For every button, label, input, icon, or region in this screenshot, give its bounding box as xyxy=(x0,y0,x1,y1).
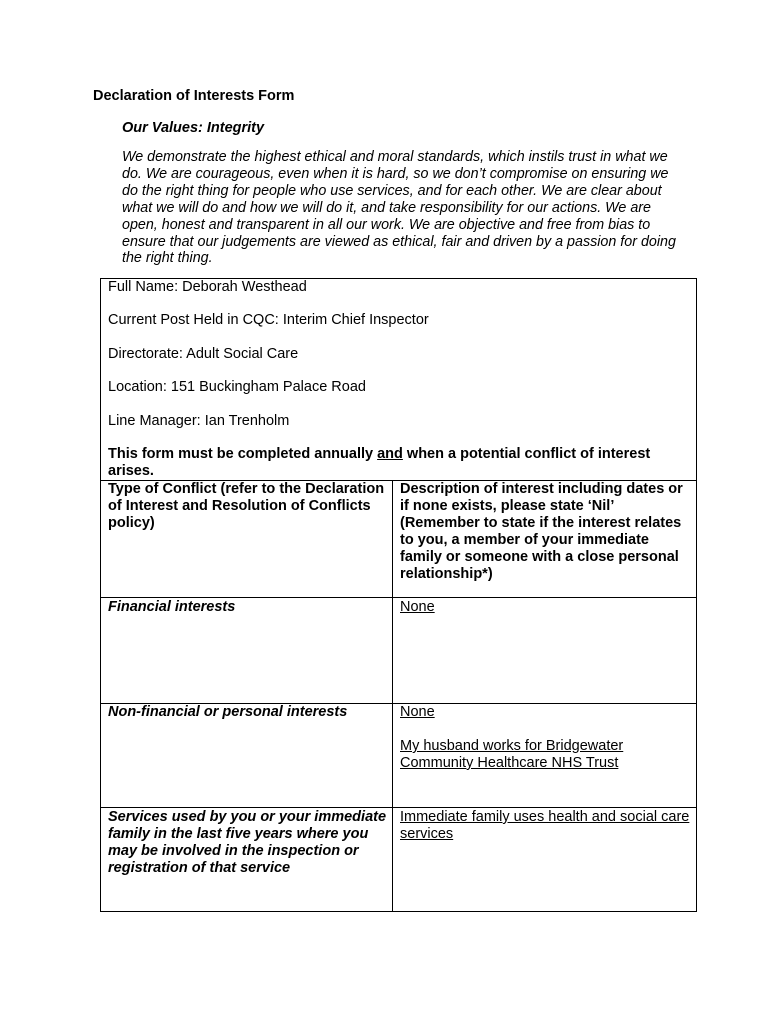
row-nonfinancial-description-2: My husband works for Bridgewater Community Healthcare NHS Trust xyxy=(400,738,624,771)
notice-before: This form must be completed annually xyxy=(108,446,378,462)
table-header-left: Type of Conflict (refer to the Declaration of Interest and Resolution of Conflicts policy) xyxy=(108,481,385,531)
line-manager-field: Line Manager: Ian Trenholm xyxy=(108,413,290,429)
directorate-field: Directorate: Adult Social Care xyxy=(108,346,299,362)
notice-emphasis: and xyxy=(377,446,403,462)
values-text: We demonstrate the highest ethical and moral standards, which instils trust in what we do. We are courageous, even when it is hard, so we don’t compromise on ensuring we do the right thing for people who use services, and for each other. We are clear about what we will do and how we will do it, and take responsibility for our actions. We are open, honest and transparent in all our work. We are objective and free from bias to ensure that our judgements are viewed as ethical, fair and driven by a passion for doing the right thing. xyxy=(122,149,676,267)
row-financial-type: Financial interests xyxy=(108,599,236,615)
full-name-field: Full Name: Deborah Westhead xyxy=(108,279,307,295)
table-divider-row3 xyxy=(100,807,697,808)
form-title: Declaration of Interests Form xyxy=(93,88,295,104)
post-held-field: Current Post Held in CQC: Interim Chief Inspector xyxy=(108,312,429,328)
notice-after: when a potential conflict of interest arises. xyxy=(108,446,651,479)
table-divider-row1 xyxy=(100,597,697,598)
row-services-description: Immediate family uses health and social care services xyxy=(400,809,690,842)
row-financial-description: None xyxy=(400,599,435,615)
row-services-type: Services used by you or your immediate family in the last five years where you may be involved in the inspection or registration of that service xyxy=(108,809,387,876)
row-nonfinancial-description-1: None xyxy=(400,704,435,720)
row-nonfinancial-type: Non-financial or personal interests xyxy=(108,704,348,720)
completion-notice xyxy=(108,446,696,480)
table-column-divider xyxy=(392,480,393,912)
values-heading: Our Values: Integrity xyxy=(122,120,265,136)
table-header-right: Description of interest including dates or if none exists, please state ‘Nil’ (Remember to state if the interest relates to you, a member of your immediate family or someone with a close personal relationship*) xyxy=(400,481,683,582)
location-field: Location: 151 Buckingham Palace Road xyxy=(108,379,366,395)
